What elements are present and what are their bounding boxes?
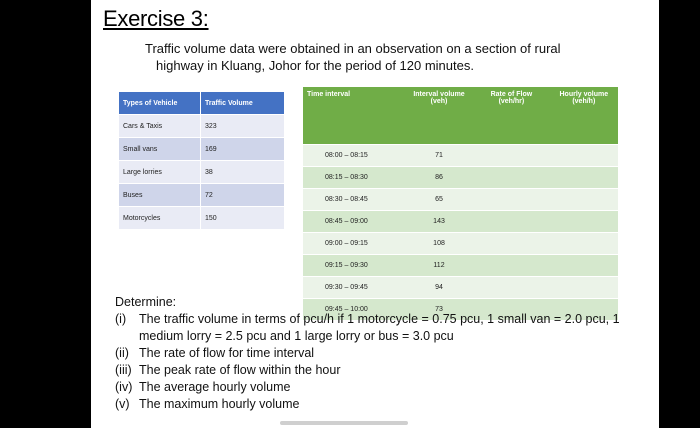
interval-volume-cell: 94 (401, 277, 473, 299)
table-row (119, 138, 285, 161)
time-interval-cell: 09:15 – 09:30 (303, 255, 401, 277)
question-number: (iii) (115, 363, 132, 377)
question-number: (i) (115, 312, 127, 326)
hourly-volume-cell (546, 277, 618, 299)
interval-volume-cell: 112 (401, 255, 473, 277)
intro-line-1: Traffic volume data were obtained in an observation on a section of rural (145, 41, 561, 56)
home-indicator[interactable] (280, 421, 408, 425)
vehicle-volume-cell: 72 (201, 184, 285, 207)
question-item (115, 396, 655, 413)
vehicle-volume-cell: 150 (201, 207, 285, 230)
hourly-volume-cell (546, 145, 618, 167)
interval-table (303, 87, 618, 320)
table-row (303, 211, 618, 233)
table-row (303, 167, 618, 189)
question-list (115, 311, 655, 413)
time-interval-cell: 09:45 – 10:00 (303, 299, 401, 321)
interval-header-hourly: Hourly volume (veh/h) (546, 87, 618, 145)
exercise-title: Exercise 3: (103, 6, 209, 31)
vehicle-header-volume: Traffic Volume (201, 92, 285, 115)
question-text: The maximum hourly volume (139, 397, 300, 411)
rate-of-flow-cell (473, 189, 545, 211)
intro-text (145, 40, 615, 74)
table-row (303, 255, 618, 277)
hourly-volume-cell (546, 167, 618, 189)
hourly-volume-cell (546, 189, 618, 211)
question-text: The rate of flow for time interval (139, 346, 315, 360)
table-row (119, 184, 285, 207)
vehicle-type-cell: Cars & Taxis (119, 115, 201, 138)
interval-volume-cell: 86 (401, 167, 473, 189)
time-interval-cell: 08:15 – 08:30 (303, 167, 401, 189)
rate-of-flow-cell (473, 255, 545, 277)
table-row (303, 189, 618, 211)
vehicle-header-type: Types of Vehicle (119, 92, 201, 115)
time-interval-cell: 08:45 – 09:00 (303, 211, 401, 233)
interval-volume-cell: 71 (401, 145, 473, 167)
time-interval-cell: 08:30 – 08:45 (303, 189, 401, 211)
vehicle-volume-cell: 323 (201, 115, 285, 138)
intro-line-2: highway in Kluang, Johor for the period of 120 minutes. (156, 58, 474, 73)
question-item (115, 345, 655, 362)
vehicle-table (119, 92, 285, 229)
question-text: The traffic volume in terms of pcu/h if 1 motorcycle = 0.75 pcu, 1 small van = 2.0 pcu, 1 medium lorry = 2.5 pcu and 1 large lorry or bus = 3.0 pcu (139, 312, 620, 343)
question-item (115, 311, 655, 345)
rate-of-flow-cell (473, 145, 545, 167)
time-interval-cell: 08:00 – 08:15 (303, 145, 401, 167)
table-row (119, 207, 285, 230)
question-number: (iv) (115, 380, 133, 394)
time-interval-cell: 09:00 – 09:15 (303, 233, 401, 255)
vehicle-volume-cell: 38 (201, 161, 285, 184)
rate-of-flow-cell (473, 167, 545, 189)
interval-header-time: Time interval (303, 87, 401, 145)
table-row (303, 233, 618, 255)
vehicle-type-cell: Buses (119, 184, 201, 207)
table-row (303, 277, 618, 299)
table-row (303, 145, 618, 167)
interval-header-rate: Rate of Flow (veh/hr) (473, 87, 545, 145)
question-item (115, 362, 655, 379)
rate-of-flow-cell (473, 211, 545, 233)
hourly-volume-cell (546, 233, 618, 255)
determine-label: Determine: (115, 295, 177, 309)
rate-of-flow-cell (473, 233, 545, 255)
interval-volume-cell: 73 (401, 299, 473, 321)
vehicle-volume-cell: 169 (201, 138, 285, 161)
time-interval-cell: 09:30 – 09:45 (303, 277, 401, 299)
vehicle-type-cell: Large lorries (119, 161, 201, 184)
table-row (119, 161, 285, 184)
question-item (115, 379, 655, 396)
question-number: (ii) (115, 346, 129, 360)
question-text: The average hourly volume (139, 380, 291, 394)
interval-volume-cell: 65 (401, 189, 473, 211)
vehicle-type-cell: Small vans (119, 138, 201, 161)
interval-volume-cell: 143 (401, 211, 473, 233)
interval-volume-cell: 108 (401, 233, 473, 255)
rate-of-flow-cell (473, 277, 545, 299)
hourly-volume-cell (546, 255, 618, 277)
question-number: (v) (115, 397, 130, 411)
interval-header-volume: Interval volume (veh) (401, 87, 473, 145)
vehicle-type-cell: Motorcycles (119, 207, 201, 230)
table-row (119, 115, 285, 138)
question-text: The peak rate of flow within the hour (139, 363, 341, 377)
hourly-volume-cell (546, 211, 618, 233)
slide (91, 0, 659, 428)
